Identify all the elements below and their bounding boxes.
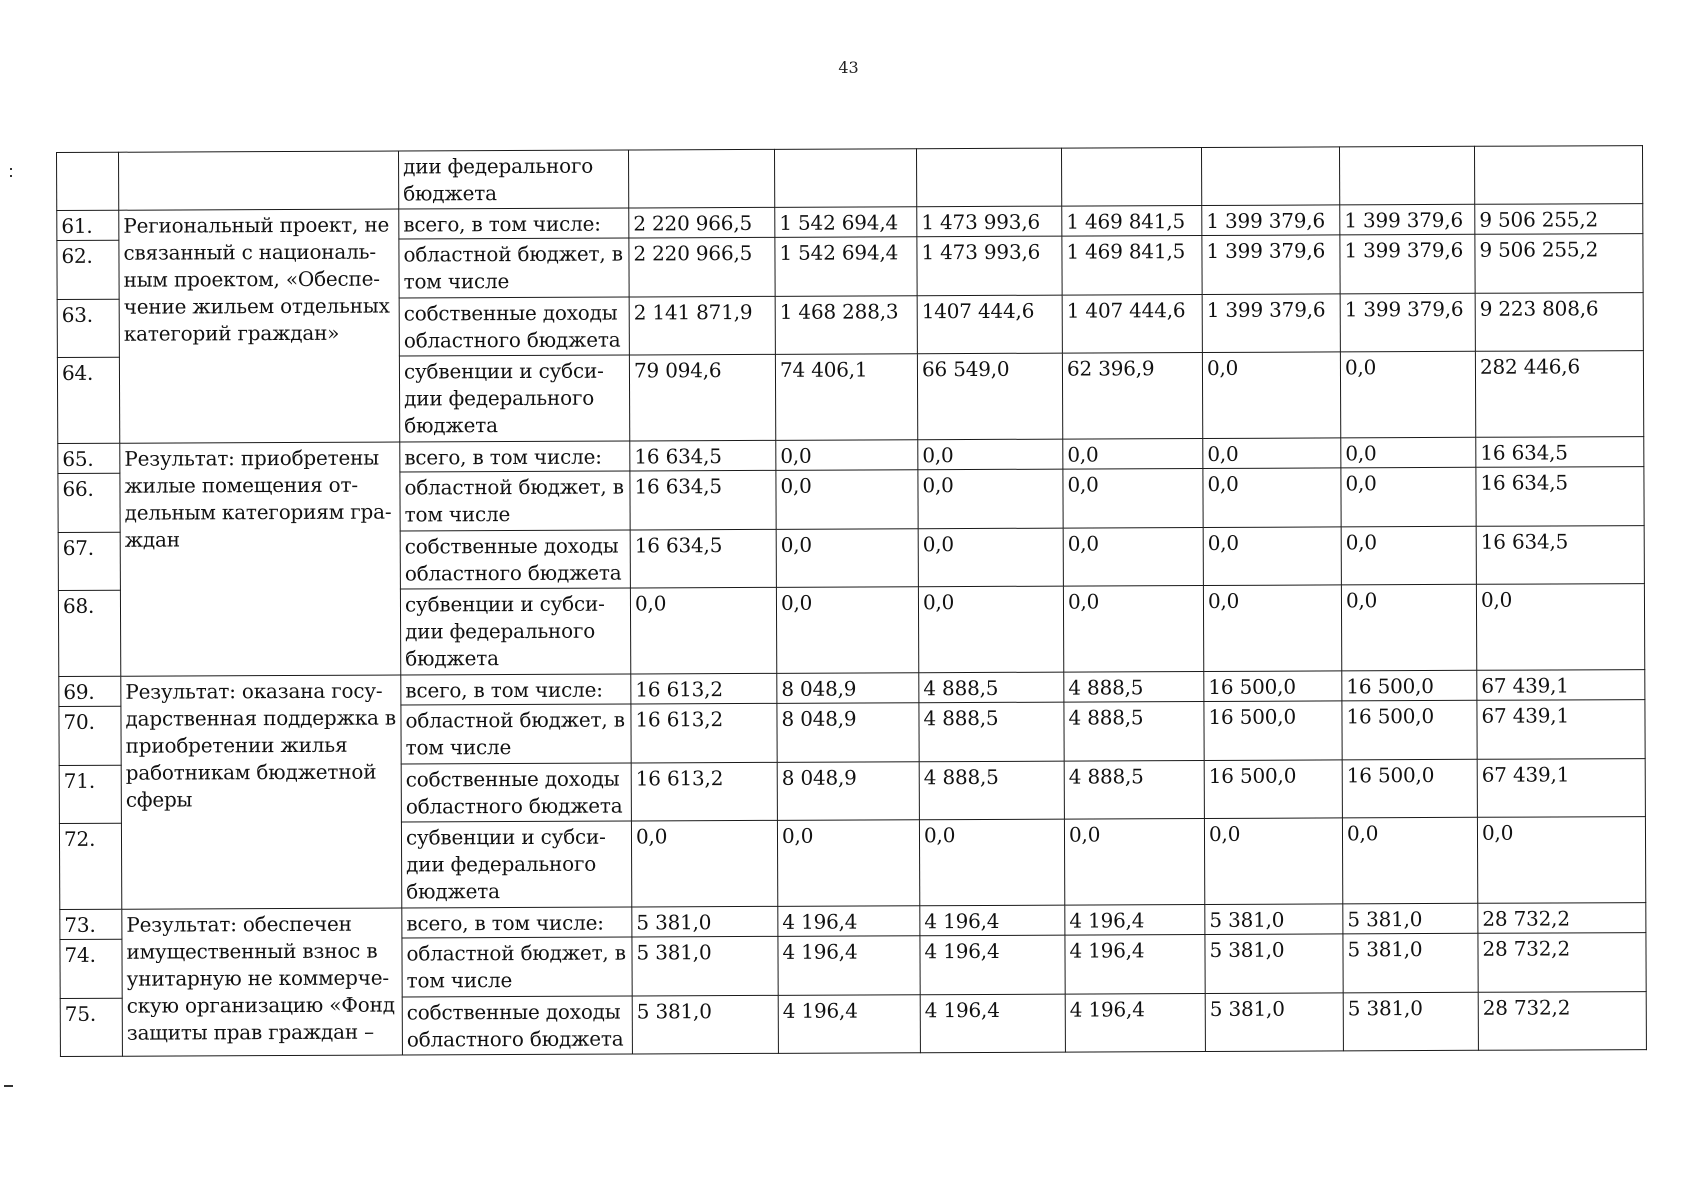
row-number-cell: 75. [60, 998, 122, 1056]
value-cell: 28 732,2 [1478, 903, 1646, 934]
item-name-cell: Результат: обеспечен имущественный взнос в унитарную не коммерче-скую организацию «Фонд защиты прав граждан – [122, 908, 403, 1056]
value-cell: 8 048,9 [777, 673, 919, 704]
value-cell: 1 407 444,6 [1062, 295, 1202, 354]
value-cell: 4 888,5 [1064, 760, 1204, 819]
value-cell: 4 196,4 [920, 905, 1065, 936]
value-cell: 5 381,0 [1205, 934, 1343, 994]
value-cell: 16 634,5 [1476, 467, 1644, 527]
funding-source-cell: субвенции и субси-дии федерального бюджета [400, 588, 630, 675]
value-cell: 4 196,4 [1065, 934, 1205, 994]
value-cell: 1 542 694,4 [775, 207, 917, 238]
value-cell: 0,0 [1203, 527, 1341, 586]
value-cell: 4 196,4 [778, 936, 920, 996]
row-number-cell: 69. [59, 676, 121, 706]
value-cell: 74 406,1 [775, 354, 917, 441]
value-cell: 5 381,0 [1205, 993, 1343, 1052]
page-number: 43 [838, 58, 859, 77]
value-cell: 0,0 [1203, 585, 1341, 672]
value-cell: 16 500,0 [1204, 671, 1342, 702]
funding-source-cell: областной бюджет, в том числе [400, 471, 630, 531]
value-cell: 1 469 841,5 [1062, 236, 1202, 296]
value-cell: 1 399 379,6 [1340, 204, 1475, 235]
value-cell: 0,0 [918, 528, 1063, 587]
value-cell [1201, 147, 1339, 206]
value-cell: 5 381,0 [1343, 992, 1478, 1051]
value-cell: 0,0 [918, 586, 1063, 673]
value-cell: 28 732,2 [1478, 992, 1646, 1051]
value-cell: 0,0 [1063, 527, 1203, 586]
value-cell: 0,0 [631, 820, 777, 907]
row-number-cell: 61. [57, 210, 119, 240]
row-number-cell: 73. [60, 909, 122, 939]
value-cell [1061, 148, 1201, 207]
row-number-cell: 62. [57, 240, 119, 299]
value-cell: 1 469 841,5 [1062, 206, 1202, 237]
table-header-continuation-row [57, 146, 1643, 211]
value-cell: 4 888,5 [1064, 701, 1204, 761]
value-cell: 4 196,4 [1065, 904, 1205, 935]
value-cell: 5 381,0 [632, 906, 778, 937]
row-number-cell: 70. [59, 706, 121, 765]
value-cell: 16 500,0 [1204, 760, 1342, 819]
value-cell: 1 399 379,6 [1340, 293, 1475, 352]
value-cell: 4 196,4 [778, 906, 920, 937]
value-cell: 0,0 [776, 470, 918, 530]
value-cell: 0,0 [918, 469, 1063, 529]
value-cell [1474, 146, 1642, 205]
value-cell: 0,0 [1064, 818, 1204, 905]
scan-mark [4, 1085, 13, 1087]
item-name-cell [119, 151, 399, 210]
funding-source-cell: всего, в том числе: [399, 208, 629, 239]
value-cell: 1 399 379,6 [1202, 294, 1340, 353]
value-cell: 4 196,4 [1065, 993, 1205, 1052]
funding-source-cell: всего, в том числе: [401, 674, 631, 705]
funding-source-cell: дии федерального бюджета [398, 150, 628, 209]
value-cell: 0,0 [1341, 467, 1476, 527]
value-cell: 67 439,1 [1477, 670, 1645, 701]
item-name-cell: Региональный проект, не связанный с националь-ным проектом, «Обеспе-чение жильем отдельных категорий граждан» [119, 209, 400, 443]
row-number-cell: 67. [58, 532, 120, 590]
item-name-cell: Результат: оказана госу-дарственная поддержка в приобретении жилья работникам бюджетной сферы [121, 675, 402, 909]
value-cell: 0,0 [1202, 352, 1340, 439]
value-cell: 0,0 [1342, 817, 1477, 904]
value-cell: 28 732,2 [1478, 933, 1646, 993]
budget-table [56, 145, 1647, 1057]
value-cell: 0,0 [1476, 584, 1644, 671]
scan-mark [10, 175, 12, 177]
funding-source-cell: собственные доходы областного бюджета [399, 297, 629, 356]
value-cell: 16 634,5 [630, 440, 776, 471]
row-number-cell [57, 152, 119, 210]
value-cell: 16 500,0 [1204, 701, 1342, 761]
value-cell: 0,0 [1340, 351, 1475, 438]
value-cell: 1 399 379,6 [1202, 235, 1340, 295]
row-number-cell: 65. [58, 443, 120, 473]
value-cell: 1 399 379,6 [1202, 205, 1340, 236]
value-cell: 1 399 379,6 [1340, 234, 1475, 294]
value-cell: 5 381,0 [632, 995, 778, 1054]
value-cell: 66 549,0 [917, 353, 1062, 440]
value-cell: 0,0 [919, 819, 1064, 906]
item-name-cell: Результат: приобретены жилые помещения от-дельным категориям гра-ждан [120, 442, 401, 676]
value-cell: 5 381,0 [1343, 933, 1478, 993]
value-cell: 1 542 694,4 [775, 237, 917, 297]
value-cell: 0,0 [1203, 438, 1341, 469]
funding-source-cell: всего, в том числе: [402, 907, 632, 938]
value-cell: 0,0 [1204, 818, 1342, 905]
value-cell: 2 220 966,5 [629, 237, 775, 297]
value-cell: 16 634,5 [1476, 437, 1644, 468]
value-cell: 4 888,5 [919, 702, 1064, 762]
value-cell: 16 500,0 [1342, 700, 1477, 760]
value-cell: 282 446,6 [1475, 351, 1643, 438]
funding-source-cell: областной бюджет, в том числе [401, 704, 631, 764]
value-cell: 0,0 [777, 820, 919, 907]
value-cell: 16 500,0 [1342, 759, 1477, 818]
value-cell: 4 888,5 [919, 672, 1064, 703]
value-cell: 16 500,0 [1342, 670, 1477, 701]
value-cell: 16 613,2 [631, 762, 777, 821]
value-cell [774, 149, 916, 208]
value-cell: 4 888,5 [1064, 671, 1204, 702]
value-cell: 16 613,2 [631, 703, 777, 763]
value-cell: 16 613,2 [631, 673, 777, 704]
value-cell: 67 439,1 [1477, 700, 1645, 760]
value-cell: 1407 444,6 [917, 295, 1062, 354]
value-cell: 0,0 [1341, 437, 1476, 468]
value-cell: 16 634,5 [630, 470, 776, 530]
value-cell [628, 149, 774, 208]
funding-source-cell: собственные доходы областного бюджета [402, 996, 632, 1055]
value-cell: 16 634,5 [1476, 526, 1644, 585]
row-number-cell: 74. [60, 939, 122, 998]
value-cell: 0,0 [1063, 585, 1203, 672]
value-cell: 2 220 966,5 [629, 207, 775, 238]
value-cell: 0,0 [1341, 584, 1476, 671]
value-cell: 0,0 [1203, 468, 1341, 528]
value-cell: 0,0 [776, 587, 918, 674]
value-cell: 1 473 993,6 [917, 236, 1062, 296]
value-cell: 0,0 [776, 529, 918, 588]
value-cell: 16 634,5 [630, 529, 776, 588]
row-number-cell: 71. [59, 765, 121, 823]
row-number-cell: 64. [57, 357, 119, 443]
value-cell: 62 396,9 [1062, 352, 1202, 439]
value-cell: 0,0 [1063, 438, 1203, 469]
value-cell: 4 196,4 [920, 935, 1065, 995]
value-cell: 4 888,5 [919, 761, 1064, 820]
value-cell: 5 381,0 [1343, 903, 1478, 934]
value-cell: 67 439,1 [1477, 759, 1645, 818]
value-cell: 0,0 [1341, 526, 1476, 585]
funding-source-cell: всего, в том числе: [400, 441, 630, 472]
funding-source-cell: областной бюджет, в том числе [399, 238, 629, 298]
value-cell: 1 468 288,3 [775, 296, 917, 355]
value-cell: 9 223 808,6 [1475, 293, 1643, 352]
row-number-cell: 66. [58, 473, 120, 532]
value-cell: 0,0 [1063, 468, 1203, 528]
scan-mark [10, 168, 12, 170]
value-cell: 0,0 [918, 439, 1063, 470]
funding-source-cell: собственные доходы областного бюджета [400, 530, 630, 589]
row-number-cell: 63. [57, 299, 119, 357]
row-number-cell: 72. [59, 823, 121, 909]
value-cell: 1 473 993,6 [917, 206, 1062, 237]
value-cell: 4 196,4 [920, 994, 1065, 1053]
funding-source-cell: собственные доходы областного бюджета [401, 763, 631, 822]
value-cell: 5 381,0 [1205, 904, 1343, 935]
funding-source-cell: субвенции и субси-дии федерального бюджета [401, 821, 631, 908]
value-cell: 5 381,0 [632, 936, 778, 996]
value-cell: 8 048,9 [777, 703, 919, 763]
value-cell: 8 048,9 [777, 762, 919, 821]
funding-source-cell: субвенции и субси-дии федерального бюджета [399, 355, 629, 442]
value-cell: 0,0 [1477, 817, 1645, 904]
value-cell: 2 141 871,9 [629, 296, 775, 355]
value-cell: 0,0 [630, 587, 776, 674]
value-cell: 79 094,6 [629, 354, 775, 441]
value-cell: 4 196,4 [778, 995, 920, 1054]
value-cell: 9 506 255,2 [1475, 234, 1643, 294]
value-cell [916, 148, 1061, 207]
row-number-cell: 68. [58, 590, 120, 676]
value-cell: 0,0 [776, 440, 918, 471]
value-cell [1339, 146, 1474, 205]
funding-source-cell: областной бюджет, в том числе [402, 937, 632, 997]
value-cell: 9 506 255,2 [1475, 204, 1643, 235]
